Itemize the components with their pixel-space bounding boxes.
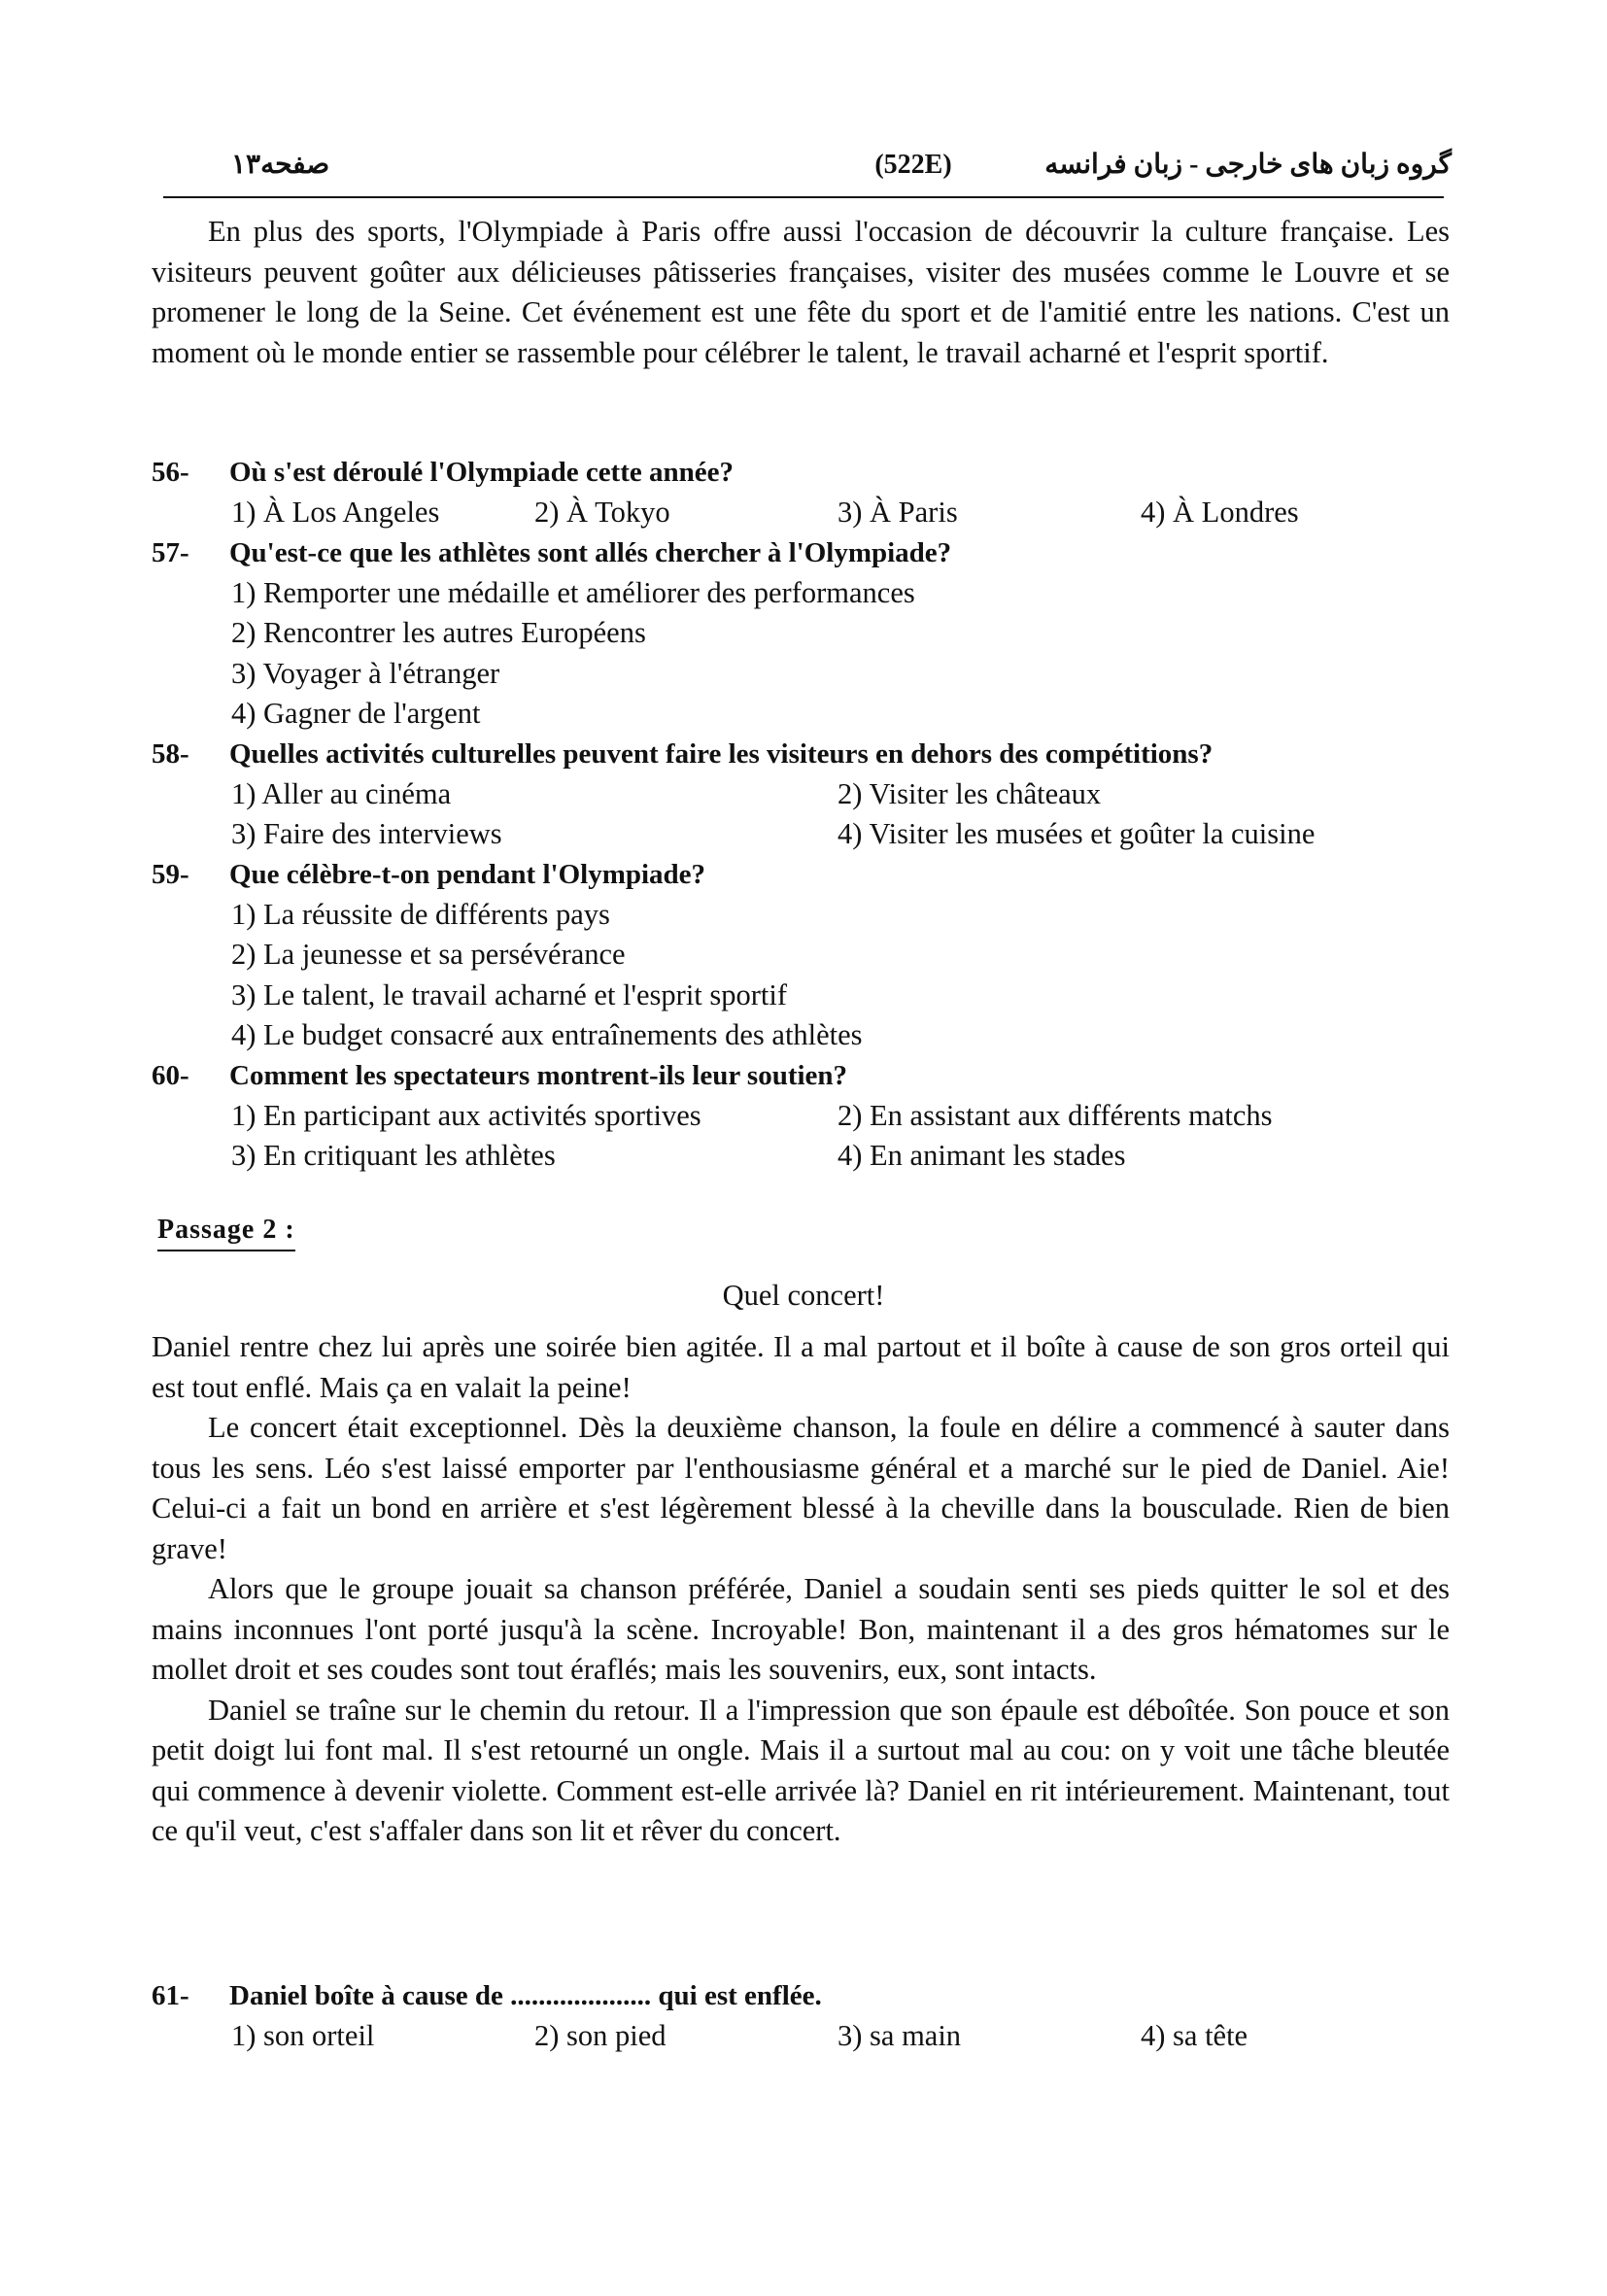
option-1[interactable]: 1) En participant aux activités sportives (231, 1098, 701, 1132)
option-3[interactable]: 3) Faire des interviews (231, 817, 502, 850)
question-56 (152, 453, 1450, 533)
passage-label: Passage 2 : (157, 1213, 295, 1251)
header-exam-code: (522E) (874, 150, 952, 180)
option-2[interactable]: 2) son pied (534, 2019, 667, 2052)
question-text: Daniel boîte à cause de .................... qui est enflée. (229, 1980, 822, 2011)
passage-paragraph-4 (152, 1691, 1450, 1852)
option-2[interactable]: 2) En assistant aux différents matchs (838, 1098, 1273, 1132)
text-line: talent, le travail acharné et l'esprit sportif. (836, 335, 1329, 369)
question-number: 59- (152, 858, 189, 890)
text-line: dans la bousculade. Rien de bien grave! (152, 1491, 1451, 1565)
question-57 (152, 533, 1450, 735)
option-3[interactable]: 3) sa main (838, 2019, 962, 2052)
question-number: 60- (152, 1059, 189, 1091)
question-text: Quelles activités culturelles peuvent faire les visiteurs en dehors des compétitions? (229, 737, 1214, 770)
question-number: 61- (152, 1980, 189, 2011)
option-2[interactable]: 2) Rencontrer les autres Européens (231, 616, 646, 649)
question-options (231, 493, 1450, 533)
question-options (231, 774, 1450, 855)
question-number: 57- (152, 536, 189, 568)
intro-paragraph (152, 212, 1450, 373)
text-line: le pied de Daniel. Aie! Celui-ci a fait un bond en arrière et s'est légèrement blessé à la cheville (152, 1451, 1451, 1525)
text-line: française. Les visiteurs peuvent goûter aux délicieuses pâtisseries françaises, visiter des musées (152, 215, 1451, 289)
option-3[interactable]: 3) Voyager à l'étranger (231, 656, 500, 690)
option-3[interactable]: 3) En critiquant les athlètes (231, 1139, 556, 1172)
question-number: 58- (152, 737, 189, 770)
option-2[interactable]: 2) Visiter les châteaux (838, 776, 1102, 810)
text-line: En plus des sports, l'Olympiade à Paris offre aussi l'occasion de découvrir la culture (208, 215, 1268, 248)
question-59 (152, 855, 1450, 1056)
option-2[interactable]: 2) La jeunesse et sa persévérance (231, 938, 626, 971)
option-4[interactable]: 4) Visiter les musées et goûter la cuisine (838, 817, 1316, 850)
text-line: on y voit une tâche bleutée qui commence à devenir violette. Comment est-elle arrivée là? (152, 1733, 1450, 1807)
question-text: Que célèbre-t-on pendant l'Olympiade? (229, 858, 706, 890)
header-divider (163, 196, 1444, 198)
text-line: du concert. (709, 1814, 841, 1847)
option-4[interactable]: 4) Gagner de l'argent (231, 697, 481, 730)
option-4[interactable]: 4) Le budget consacré aux entraînements des athlètes (231, 1018, 863, 1051)
question-text: Qu'est-ce que les athlètes sont allés chercher à l'Olympiade? (229, 536, 952, 568)
passage-title: Quel concert! (722, 1279, 885, 1312)
option-3[interactable]: 3) Le talent, le travail acharné et l'esprit sportif (231, 977, 788, 1011)
text-line: sauter dans tous les sens. Léo s'est laissé emporter par l'enthousiasme général et a marché sur (152, 1411, 1451, 1485)
question-number: 56- (152, 457, 189, 488)
option-4[interactable]: 4) En animant les stades (838, 1139, 1126, 1172)
option-1[interactable]: 1) Aller au cinéma (231, 776, 452, 810)
question-options (231, 573, 1450, 735)
question-block-56-60 (152, 453, 1450, 1177)
question-options (231, 2016, 1450, 2057)
question-text: Où s'est déroulé l'Olympiade cette année? (229, 457, 734, 488)
option-4[interactable]: 4) À Londres (1141, 496, 1299, 529)
option-4[interactable]: 4) sa tête (1141, 2019, 1248, 2052)
text-line: Daniel en rit intérieurement. Maintenant, tout ce qu'il veut, c'est s'affaler dans son lit et rêver (152, 1773, 1451, 1847)
question-61 (152, 1976, 1450, 2057)
text-line: Le concert était exceptionnel. Dès la deuxième chanson, la foule en délire a commencé à (208, 1411, 1304, 1444)
text-line: Daniel se traîne sur le chemin du retour. Il a l'impression que son épaule est déboîtée. Son (208, 1693, 1291, 1727)
text-line: sol et des mains inconnues l'ont porté jusqu'à la scène. Incroyable! Bon, maintenant il a des (152, 1572, 1450, 1646)
question-60 (152, 1056, 1450, 1177)
option-1[interactable]: 1) À Los Angeles (231, 496, 440, 529)
text-line: l'amitié entre les nations. C'est un moment où le monde entier se rassemble pour célébrer le (152, 295, 1451, 369)
option-2[interactable]: 2) À Tokyo (534, 496, 670, 529)
header-page-number: صفحه۱۳ (231, 150, 330, 180)
option-3[interactable]: 3) À Paris (838, 496, 958, 529)
text-line: gros orteil qui est tout enflé. Mais ça en valait la peine! (152, 1330, 1451, 1404)
passage-1-ending (152, 212, 1450, 373)
option-1[interactable]: 1) La réussite de différents pays (231, 897, 610, 931)
passage-2-body (152, 1327, 1450, 1852)
text-line: Alors que le groupe jouait sa chanson préférée, Daniel a soudain senti ses pieds quitter le (208, 1572, 1321, 1605)
question-block-61 (152, 1976, 1450, 2057)
text-line: gros hématomes sur le mollet droit et ses coudes sont tout éraflés; mais les souvenirs, eux, (152, 1612, 1450, 1686)
question-options (231, 895, 1450, 1056)
question-text: Comment les spectateurs montrent-ils leur soutien? (229, 1059, 848, 1091)
option-1[interactable]: 1) son orteil (231, 2019, 375, 2052)
text-line: comme le Louvre et se promener le long de la Seine. Cet événement est une fête du sport et de (152, 255, 1451, 328)
passage-paragraph-1 (152, 1327, 1450, 1408)
text-line: Daniel rentre chez lui après une soirée bien agitée. Il a mal partout et il boîte à cause de son (152, 1330, 1271, 1363)
question-options (231, 1096, 1450, 1177)
text-line: pouce et son petit doigt lui font mal. Il s'est retourné un ongle. Mais il a surtout mal au cou: (152, 1693, 1451, 1766)
question-58 (152, 735, 1450, 855)
text-line: sont intacts. (954, 1653, 1097, 1686)
header-exam-group: گروه زبان های خارجی - زبان فرانسه (1044, 150, 1452, 180)
passage-paragraph-3 (152, 1569, 1450, 1691)
passage-paragraph-2 (152, 1408, 1450, 1569)
option-1[interactable]: 1) Remporter une médaille et améliorer des performances (231, 575, 915, 609)
